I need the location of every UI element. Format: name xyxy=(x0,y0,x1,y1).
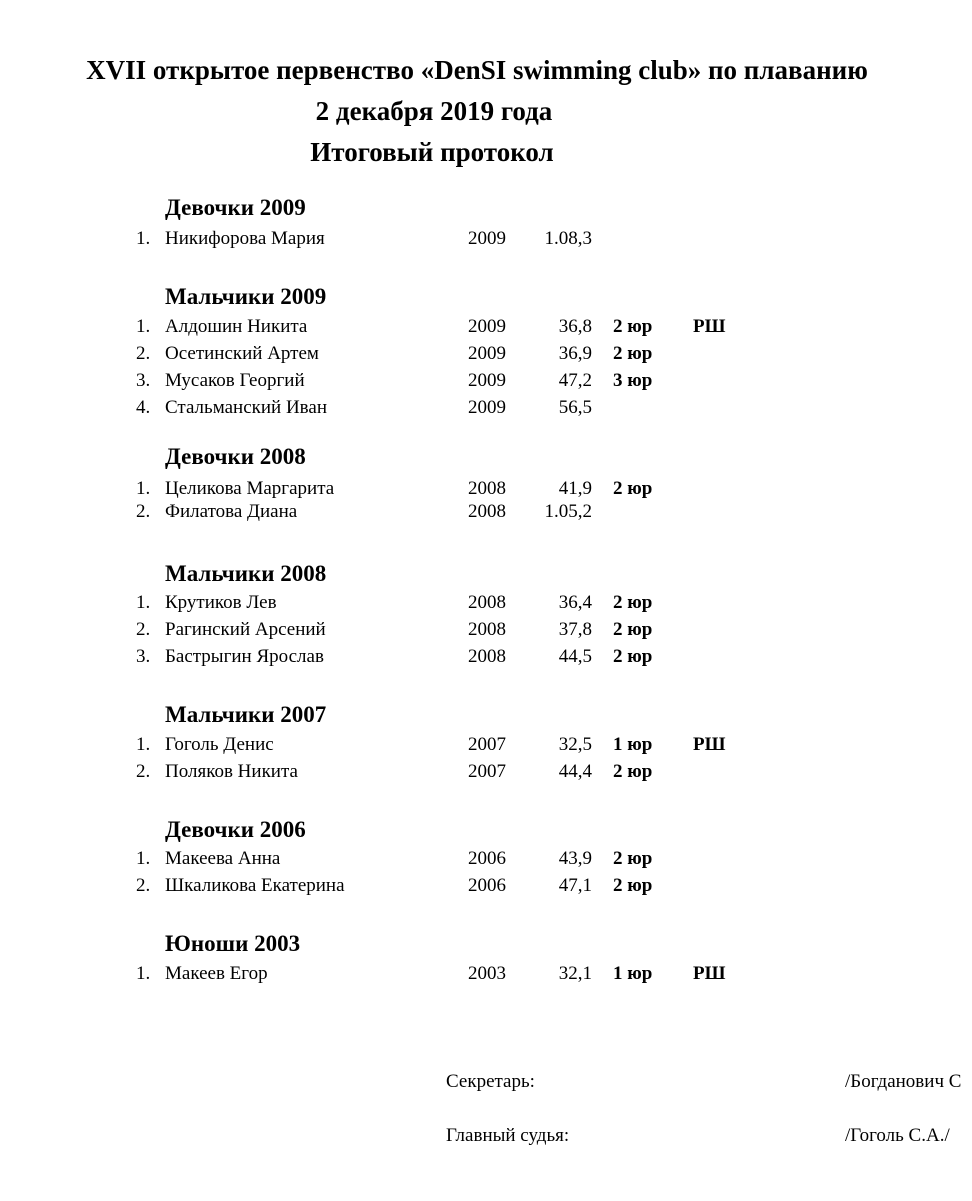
result-time: 47,2 xyxy=(558,370,592,391)
birth-year: 2008 xyxy=(468,646,506,667)
result-time: 32,1 xyxy=(558,963,592,984)
birth-year: 2007 xyxy=(468,734,506,755)
group-heading: Девочки 2009 xyxy=(165,195,306,220)
birth-year: 2008 xyxy=(468,478,506,499)
birth-year: 2006 xyxy=(468,848,506,869)
athlete-name: Рагинский Арсений xyxy=(165,619,326,640)
athlete-name: Стальманский Иван xyxy=(165,397,327,418)
sport-rank: 2 юр xyxy=(613,619,653,640)
birth-year: 2003 xyxy=(468,963,506,984)
sport-rank: 3 юр xyxy=(613,370,653,391)
athlete-name: Макеева Анна xyxy=(165,848,281,869)
result-time: 44,4 xyxy=(558,761,592,782)
group-heading: Мальчики 2008 xyxy=(165,561,327,586)
athlete-name: Бастрыгин Ярослав xyxy=(165,646,324,667)
athlete-name: Мусаков Георгий xyxy=(165,370,305,391)
place: 2. xyxy=(136,761,151,782)
sport-rank: 2 юр xyxy=(613,478,653,499)
result-time: 44,5 xyxy=(558,646,592,667)
birth-year: 2009 xyxy=(468,397,506,418)
result-time: 1.05,2 xyxy=(544,501,592,522)
place: 1. xyxy=(136,963,151,984)
birth-year: 2008 xyxy=(468,592,506,613)
sport-rank: 2 юр xyxy=(613,592,653,613)
place: 4. xyxy=(136,397,151,418)
birth-year: 2006 xyxy=(468,875,506,896)
place: 2. xyxy=(136,875,151,896)
chief-judge-label: Главный судья: xyxy=(446,1125,570,1146)
place: 1. xyxy=(136,592,151,613)
protocol-title: Итоговый протокол xyxy=(310,137,554,167)
birth-year: 2009 xyxy=(468,316,506,337)
sport-rank: 1 юр xyxy=(613,963,653,984)
athlete-name: Макеев Егор xyxy=(165,963,268,984)
athlete-name: Никифорова Мария xyxy=(165,228,325,249)
club-code: РШ xyxy=(693,963,726,984)
document-title: XVII открытое первенство «DenSI swimming club» по плаванию xyxy=(86,55,868,85)
birth-year: 2008 xyxy=(468,501,506,522)
result-time: 1.08,3 xyxy=(544,228,592,249)
birth-year: 2009 xyxy=(468,343,506,364)
athlete-name: Алдошин Никита xyxy=(165,316,308,337)
place: 2. xyxy=(136,343,151,364)
club-code: РШ xyxy=(693,734,726,755)
sport-rank: 2 юр xyxy=(613,316,653,337)
result-time: 56,5 xyxy=(558,397,592,418)
group-heading: Юноши 2003 xyxy=(165,931,301,956)
athlete-name: Филатова Диана xyxy=(165,501,298,522)
birth-year: 2007 xyxy=(468,761,506,782)
group-heading: Девочки 2008 xyxy=(165,444,306,469)
result-time: 47,1 xyxy=(558,875,592,896)
place: 1. xyxy=(136,478,151,499)
sport-rank: 2 юр xyxy=(613,761,653,782)
place: 3. xyxy=(136,370,151,391)
athlete-name: Поляков Никита xyxy=(165,761,298,782)
place: 3. xyxy=(136,646,151,667)
sport-rank: 1 юр xyxy=(613,734,653,755)
result-time: 41,9 xyxy=(558,478,592,499)
athlete-name: Целикова Маргарита xyxy=(165,478,335,499)
athlete-name: Шкаликова Екатерина xyxy=(165,875,345,896)
place: 2. xyxy=(136,619,151,640)
sport-rank: 2 юр xyxy=(613,848,653,869)
group-heading: Девочки 2006 xyxy=(165,817,306,842)
result-time: 36,8 xyxy=(558,316,592,337)
athlete-name: Гоголь Денис xyxy=(165,734,274,755)
place: 1. xyxy=(136,848,151,869)
place: 1. xyxy=(136,316,151,337)
group-heading: Мальчики 2009 xyxy=(165,284,327,309)
chief-judge-name: /Гоголь С.А./ xyxy=(845,1125,950,1146)
secretary-label: Секретарь: xyxy=(446,1071,535,1092)
athlete-name: Осетинский Артем xyxy=(165,343,319,364)
birth-year: 2008 xyxy=(468,619,506,640)
birth-year: 2009 xyxy=(468,370,506,391)
result-time: 32,5 xyxy=(558,734,592,755)
secretary-name: /Богданович С xyxy=(845,1071,962,1092)
group-heading: Мальчики 2007 xyxy=(165,702,327,727)
sport-rank: 2 юр xyxy=(613,646,653,667)
result-time: 36,9 xyxy=(558,343,592,364)
result-time: 43,9 xyxy=(558,848,592,869)
place: 1. xyxy=(136,734,151,755)
club-code: РШ xyxy=(693,316,726,337)
sport-rank: 2 юр xyxy=(613,343,653,364)
athlete-name: Крутиков Лев xyxy=(165,592,277,613)
sport-rank: 2 юр xyxy=(613,875,653,896)
place: 2. xyxy=(136,501,151,522)
result-time: 37,8 xyxy=(558,619,592,640)
place: 1. xyxy=(136,228,151,249)
birth-year: 2009 xyxy=(468,228,506,249)
event-date: 2 декабря 2019 года xyxy=(315,96,553,126)
result-time: 36,4 xyxy=(558,592,592,613)
